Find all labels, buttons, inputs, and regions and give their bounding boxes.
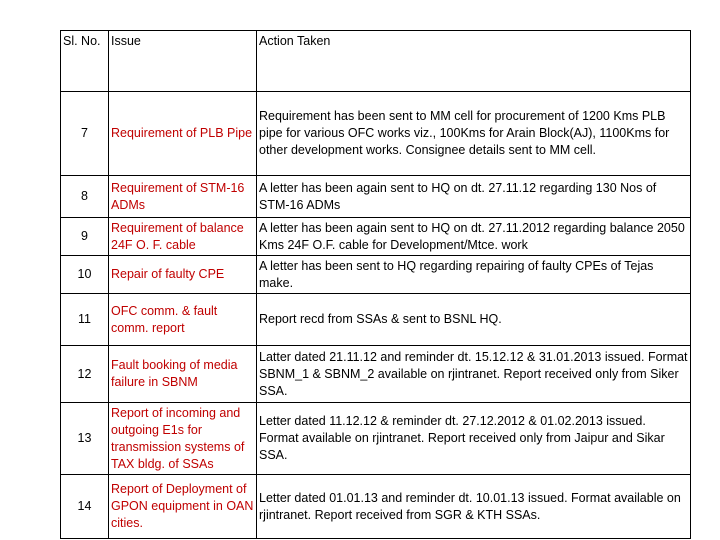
issue-cell: OFC comm. & fault comm. report bbox=[109, 294, 257, 346]
sl-no-cell: 13 bbox=[61, 403, 109, 475]
table-row bbox=[61, 403, 691, 475]
action-cell: Letter dated 11.12.12 & reminder dt. 27.12.2012 & 01.02.2013 issued. Format available on rjintranet. Report received only from Jaipur and Sikar SSA. bbox=[257, 403, 691, 475]
sl-no-cell: 9 bbox=[61, 218, 109, 256]
issue-cell: Fault booking of media failure in SBNM bbox=[109, 346, 257, 403]
action-cell: Letter dated 01.01.13 and reminder dt. 10.01.13 issued. Format available on rjintranet. Report received from SGR & KTH SSAs. bbox=[257, 475, 691, 539]
table-row bbox=[61, 294, 691, 346]
header-issue: Issue bbox=[109, 31, 257, 92]
table-row bbox=[61, 176, 691, 218]
issue-cell: Requirement of PLB Pipe bbox=[109, 92, 257, 176]
header-sl-no: Sl. No. bbox=[61, 31, 109, 92]
action-cell: Report recd from SSAs & sent to BSNL HQ. bbox=[257, 294, 691, 346]
issue-cell: Report of incoming and outgoing E1s for transmission systems of TAX bldg. of SSAs bbox=[109, 403, 257, 475]
sl-no-cell: 7 bbox=[61, 92, 109, 176]
issue-cell: Repair of faulty CPE bbox=[109, 256, 257, 294]
action-cell: Requirement has been sent to MM cell for procurement of 1200 Kms PLB pipe for various OFC works viz., 100Kms for Arain Block(AJ), 1100Kms for other development works. Consignee details sent to MM cell. bbox=[257, 92, 691, 176]
sl-no-cell: 10 bbox=[61, 256, 109, 294]
action-cell: A letter has been sent to HQ regarding repairing of faulty CPEs of Tejas make. bbox=[257, 256, 691, 294]
table-row bbox=[61, 475, 691, 539]
sl-no-cell: 12 bbox=[61, 346, 109, 403]
sl-no-cell: 11 bbox=[61, 294, 109, 346]
header-action-taken: Action Taken bbox=[257, 31, 691, 92]
issues-table bbox=[60, 30, 691, 539]
issue-cell: Report of Deployment of GPON equipment in OAN cities. bbox=[109, 475, 257, 539]
table-row bbox=[61, 256, 691, 294]
action-cell: Latter dated 21.11.12 and reminder dt. 15.12.12 & 31.01.2013 issued. Format SBNM_1 & SBNM_2 available on rjintranet. Report received only from Siker SSA. bbox=[257, 346, 691, 403]
issue-cell: Requirement of STM-16 ADMs bbox=[109, 176, 257, 218]
header-row bbox=[61, 31, 691, 92]
table-row bbox=[61, 346, 691, 403]
table-row bbox=[61, 92, 691, 176]
action-cell: A letter has been again sent to HQ on dt. 27.11.12 regarding 130 Nos of STM-16 ADMs bbox=[257, 176, 691, 218]
sl-no-cell: 14 bbox=[61, 475, 109, 539]
sl-no-cell: 8 bbox=[61, 176, 109, 218]
issue-cell: Requirement of balance 24F O. F. cable bbox=[109, 218, 257, 256]
table-row bbox=[61, 218, 691, 256]
action-cell: A letter has been again sent to HQ on dt. 27.11.2012 regarding balance 2050 Kms 24F O.F. cable for Development/Mtce. work bbox=[257, 218, 691, 256]
